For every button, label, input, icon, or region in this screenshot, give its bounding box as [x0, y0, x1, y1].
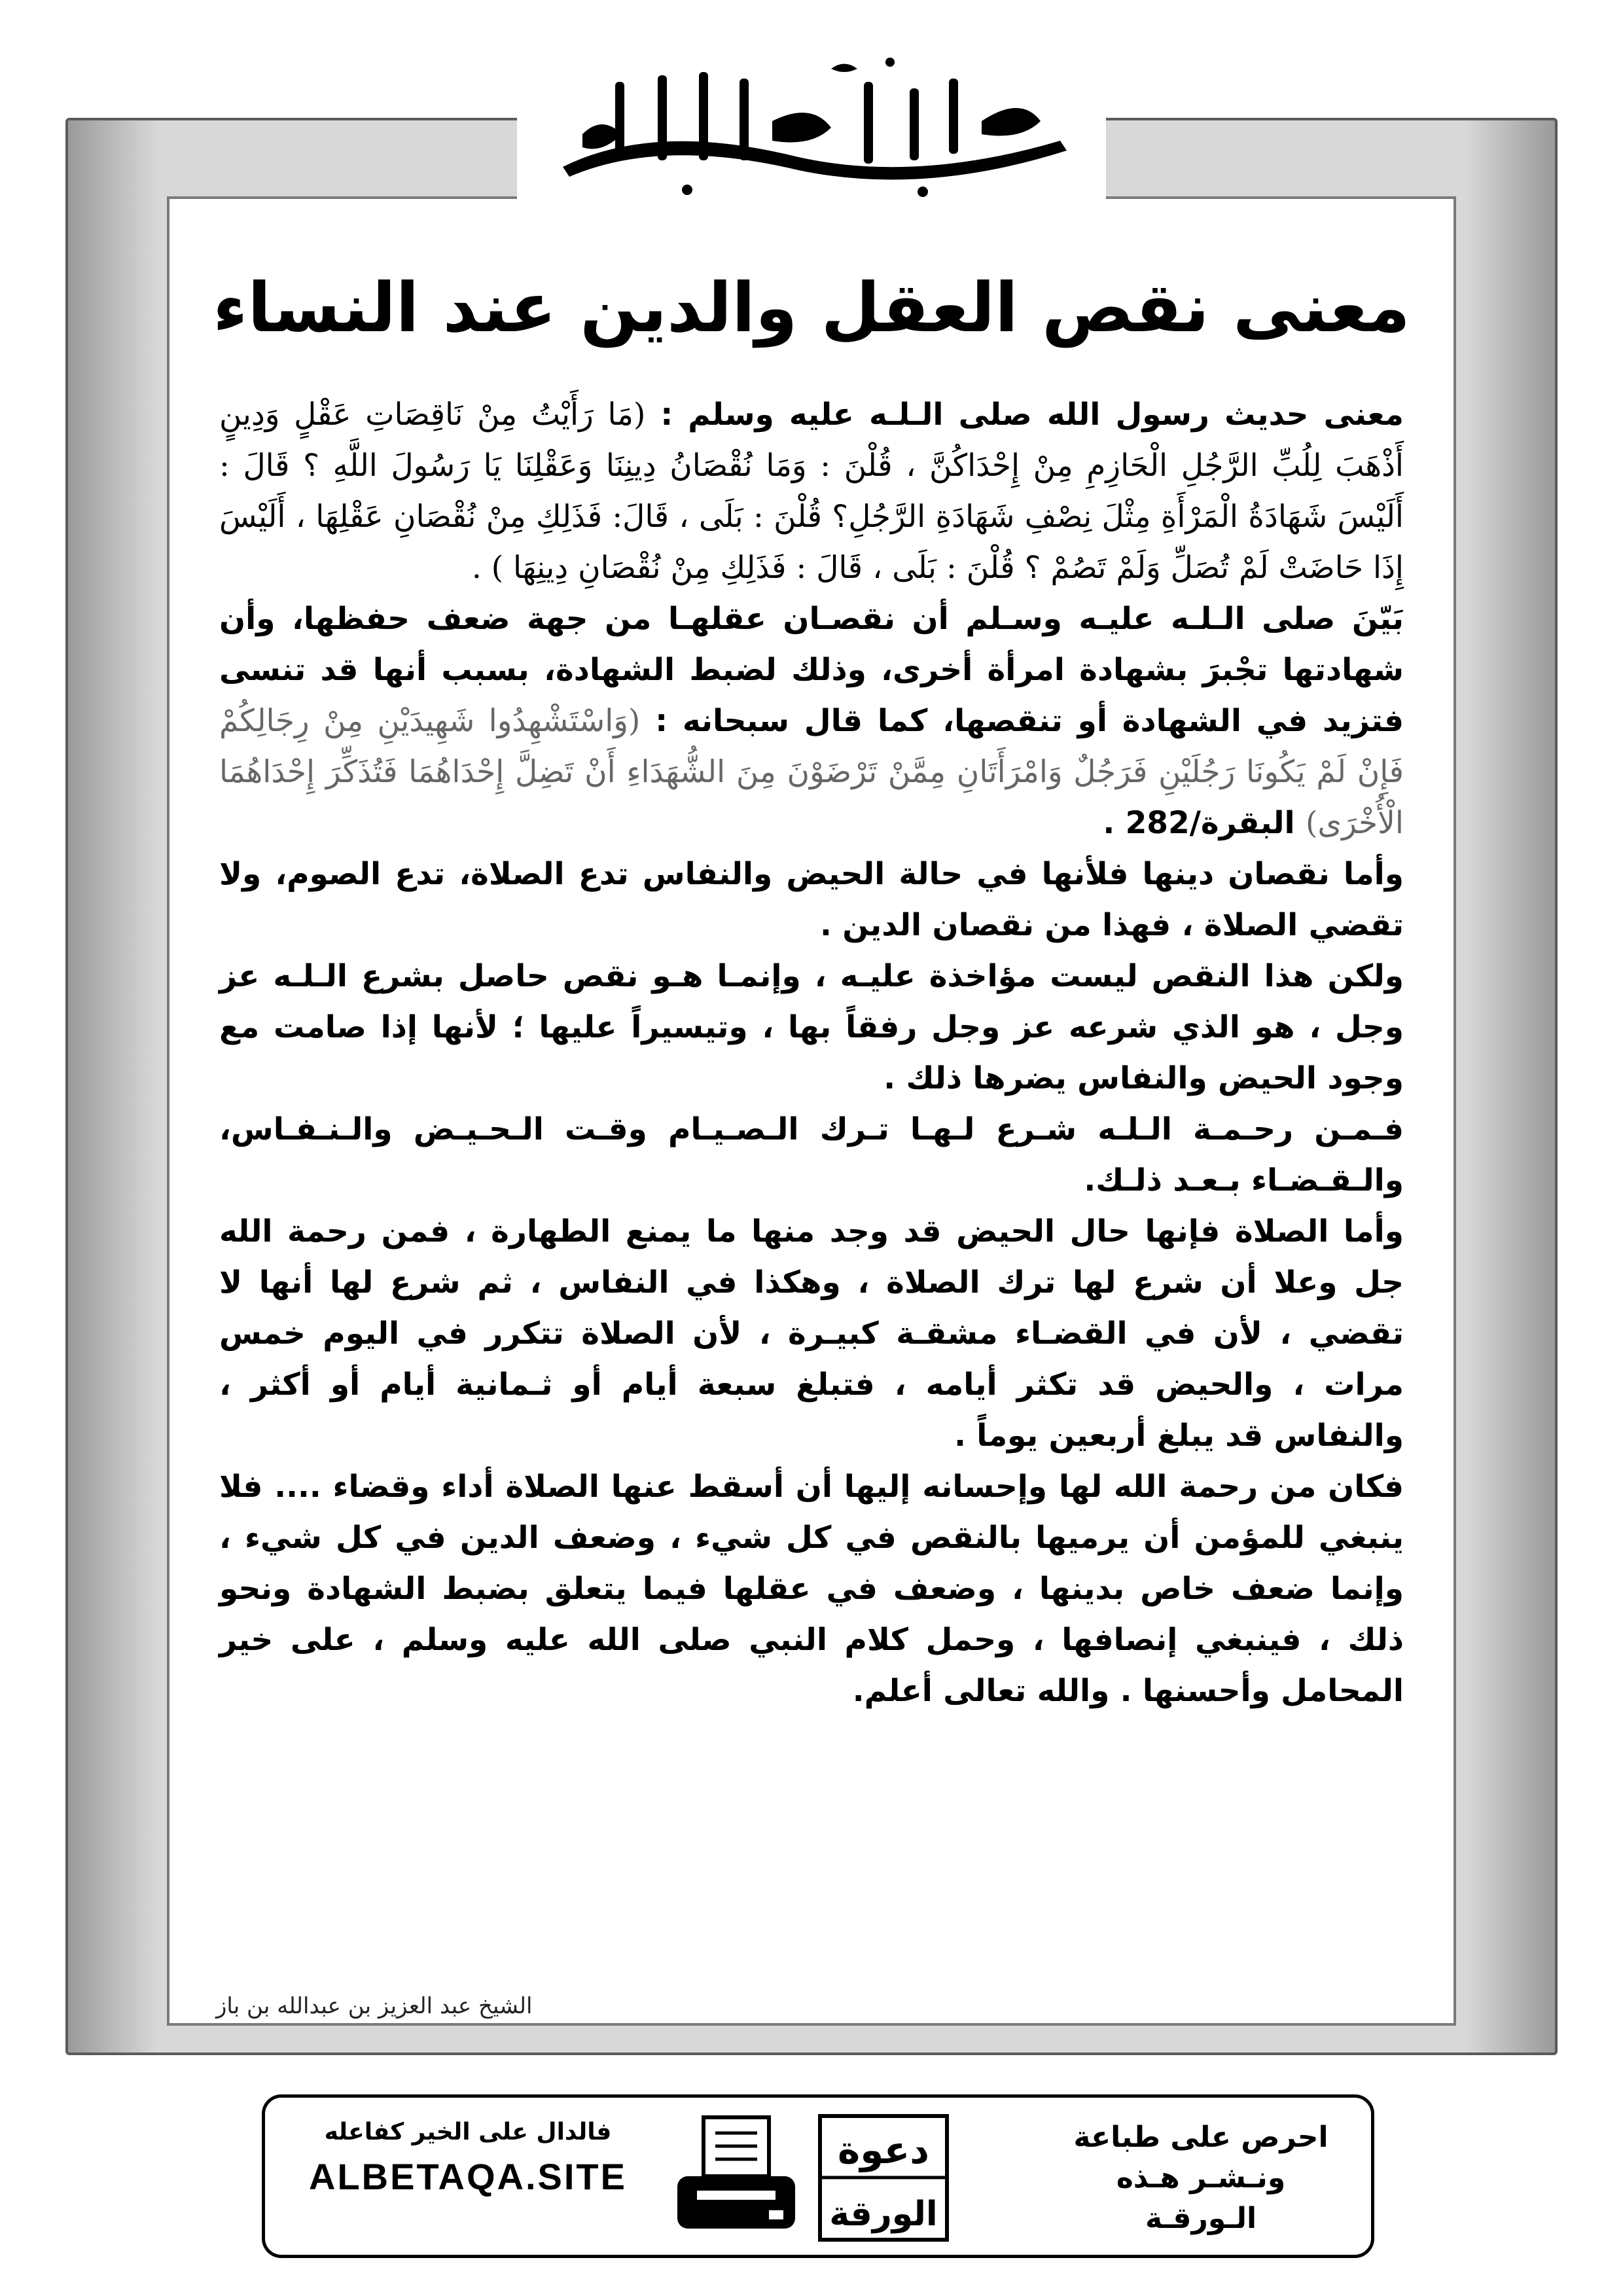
paragraph-religion: وأما نقصان دينها فلأنها في حالة الحيض والنفاس تدع الصلاة، تدع الصوم، ولا تقضي الصلاة ، فهذا من نقصان الدين . — [219, 856, 1404, 943]
footer-site-block — [285, 2114, 651, 2203]
footer-call-to-action — [1057, 2117, 1345, 2239]
hadith-intro: معنى حديث رسول الله صلى الـلـه عليه وسلم : — [645, 397, 1404, 433]
paragraph-hadith — [219, 389, 1404, 594]
article-body — [219, 389, 1404, 1717]
paragraph-prayer: وأما الصلاة فإنها حال الحيض قد وجد منها ما يمنع الطهارة ، فمن رحمة الله جل وعلا أن شرع لها ترك الصلاة ، وهكذا في النفاس ، ثم شرع لها أنها لا تقضي ، لأن في القضـاء مشقـة كبيـرة ، لأن الصلاة تتكرر في اليوم خمس مرات ، والحيض قد تكثر أيامه ، فتبلغ سبعة أيام أو ثـمانية أيام أو أكثر ، والنفاس قد يبلغ أربعين يوماً . — [219, 1213, 1404, 1454]
footer-banner — [262, 2094, 1374, 2258]
quran-reference: البقرة/282 . — [1103, 805, 1306, 841]
paragraph-explanation — [219, 594, 1404, 849]
explanation-text: بَيّنَ صلى الـلـه عليـه وسـلم أن نقصـان عقلهـا من جهة ضعف حفظها، وأن شهادتها تجْبرَ بشهادة امرأة أخرى، وذلك لضبط الشهادة، بسبب أنها قد تنسى فتزيد في الشهادة أو تنقصها، كما قال سبحانه : — [219, 601, 1404, 739]
paragraph-mercy: فـمـن رحـمـة الـلـه شـرع لـهـا تـرك الـصـيـام وقـت الـحـيـض والـنـفـاس، والـقـضـاء بـعـد ذلـك. — [219, 1111, 1404, 1198]
basmala-calligraphy-image — [524, 43, 1099, 206]
author-attribution: الشيخ عبد العزيز بن عبدالله بن باز — [216, 1993, 533, 2019]
hadith-text: (مَا رَأَيْتُ مِنْ نَاقِصَاتِ عَقْلٍ وَدِينٍ أَذْهَبَ لِلُبِّ الرَّجُلِ الْحَازِمِ مِنْ إِحْدَاكُنَّ ، قُلْنَ : وَمَا نُقْصَانُ دِينِنَا وَعَقْلِنَا يَا رَسُولَ اللَّهِ ؟ قَالَ : أَلَيْسَ شَهَادَةُ الْمَرْأَةِ مِثْلَ نِصْفِ شَهَادَةِ الرَّجُلِ؟ قُلْنَ : بَلَى ، قَالَ: فَذَلِكِ مِنْ نُقْصَانِ عَقْلِهَا ، أَلَيْسَ إِذَا حَاضَتْ لَمْ تُصَلِّ وَلَمْ تَصُمْ ؟ قُلْنَ : بَلَى ، قَالَ : فَذَلِكِ مِنْ نُقْصَانِ دِينِهَا ) . — [219, 397, 1404, 586]
footer-cta-line1: احرص على طباعة — [1073, 2121, 1329, 2154]
logo-text-top: دعوة — [838, 2128, 929, 2172]
logo-text-bottom: الورقة — [829, 2195, 938, 2234]
paragraph-conclusion: فكان من رحمة الله لها وإحسانه إليها أن أسقط عنها الصلاة أداء وقضاء .... فلا ينبغي للمؤمن أن يرميها بالنقص في كل شيء ، وضعف الدين في كل شيء ، وإنما ضعف خاص بدينها ، وضعف في عقلها فيما يتعلق بضبط الشهادة ونحو ذلك ، فينبغي إنصافها ، وحمل كلام النبي صلى الله عليه وسلم ، على خير المحامل وأحسنها . والله تعالى أعلم. — [219, 1469, 1404, 1709]
footer-slogan: فالدال على الخير كفاعله — [324, 2119, 612, 2145]
page-title: معنى نقص العقل والدين عند النساء — [213, 268, 1410, 348]
dawah-logo-icon — [815, 2111, 952, 2245]
basmala-calligraphy — [517, 36, 1106, 213]
paragraph-not-blame: ولكن هذا النقص ليست مؤاخذة عليـه ، وإنمـا هـو نقص حاصل بشرع الـلـه عز وجل ، هو الذي شرعه عز وجل رفقاً بها ، وتيسيراً عليها ؛ لأنها إذا صامت مع وجود الحيض والنفاس يضرها ذلك . — [219, 958, 1404, 1096]
footer-cta-line2: ونـشـر هـذه الـورقـة — [1116, 2161, 1286, 2235]
printer-icon — [671, 2112, 802, 2246]
quran-verse: (وَاسْتَشْهِدُوا شَهِيدَيْنِ مِنْ رِجَالِكُمْ فَإِنْ لَمْ يَكُونَا رَجُلَيْنِ فَرَجُلٌ وَامْرَأَتَانِ مِمَّنْ تَرْضَوْنَ مِنَ الشُّهَدَاءِ أَنْ تَضِلَّ إِحْدَاهُمَا فَتُذَكِّرَ إِحْدَاهُمَا الْأُخْرَى) — [219, 703, 1404, 841]
site-link[interactable]: ALBETAQA.SITE — [309, 2156, 627, 2197]
